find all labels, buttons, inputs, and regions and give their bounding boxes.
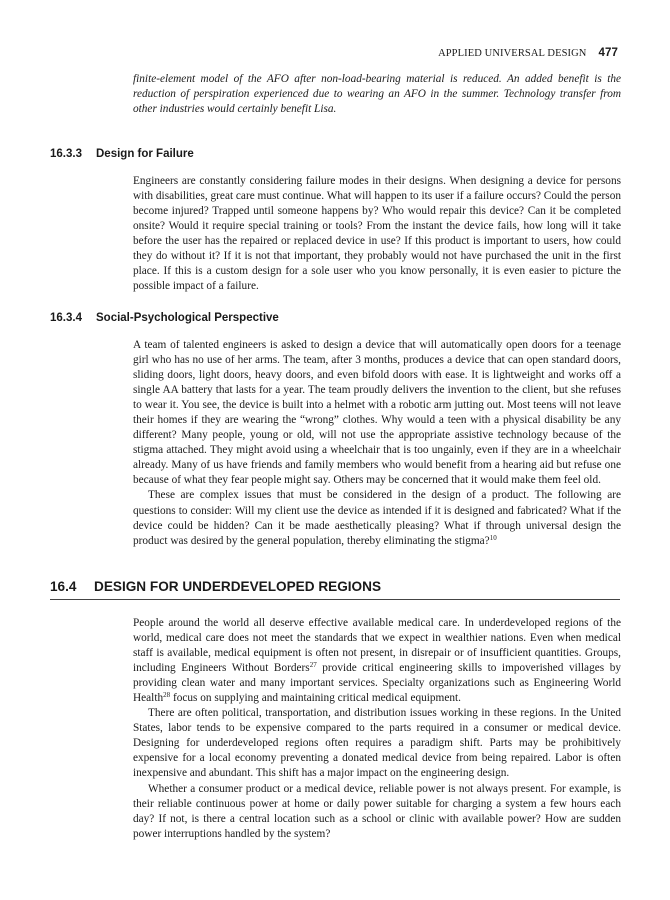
paragraph-text: provide critical engineering skills to impoverished villages by providing clean water and many important services. Specialty organizations such as Engineering World Health	[133, 662, 621, 705]
running-title: APPLIED UNIVERSAL DESIGN	[438, 48, 587, 59]
paragraph-text: focus on supplying and maintaining critical medical equipment.	[170, 692, 461, 705]
section-title: DESIGN FOR UNDERDEVELOPED REGIONS	[94, 579, 382, 594]
paragraph: Whether a consumer product or a medical device, reliable power is not always present. For example, is their reliable continuous power at home or daily power suitable for charging a system a few hours each day? If not, is there a central location such as a school or clinic with available power? How are sudden power interruptions handled by the system?	[133, 782, 621, 840]
section-heading-16-3-3	[50, 148, 194, 160]
paragraph-text: These are complex issues that must be considered in the design of a product. The following are questions to consider: Will my client use the device as intended if it is designed and fabricated? What if the device could be hidden? Can it be made aesthetically pleasing? What if through universal design the product was desired by the general population, thereby eliminating the stigma?	[133, 489, 621, 547]
paragraph: Engineers are constantly considering failure modes in their designs. When designing a device for persons with disabilities, great care must continue. What will happen to its user if a failure occurs? Could the person become injured? Trapped until someone happens by? Who would repair this device? Can it be completed onsite? Would it require special training or tools? From the instant the device fails, how long will it take before the user has the repaired or replaced device in use? If this product is important to users, how could they do without it? If it is not that important, they probably would not have purchased the unit in the first place. If this is a custom design for a sole user who you know personally, it is even easier to picture the possible impact of a failure.	[133, 175, 621, 293]
paragraph: There are often political, transportation, and distribution issues working in these regions. In the United States, labor tends to be expensive compared to the parts required in a consumer or medical device. Designing for underdeveloped regions often requires a paradigm shift. Parts may be prohibitively expensive for a local economy preventing a donated medical device from being repaired. Labor is often inexpensive and abundant. This shift has a major impact on the engineering design.	[133, 707, 621, 780]
continuation-paragraph: finite-element model of the AFO after non-load-bearing material is reduced. An added benefit is the reduction of perspiration experienced due to wearing an AFO in the summer. Technology transfer from other industries would certainly benefit Lisa.	[133, 73, 621, 116]
section-16-4-body	[133, 616, 621, 842]
section-heading-16-4	[50, 579, 381, 594]
section-heading-16-3-4	[50, 312, 279, 324]
section-title: Design for Failure	[96, 148, 194, 160]
reference-marker: 28	[163, 691, 171, 700]
section-number: 16.3.3	[50, 148, 82, 160]
paragraph: A team of talented engineers is asked to design a device that will automatically open doors for a teenage girl who has no use of her arms. The team, after 3 months, produces a device that can open standard doors, sliding doors, light doors, heavy doors, and even bifold doors with ease. It is lightweight and works off a single AA battery that lasts for a year. The team proudly delivers the invention to the client, but she refuses to wear it. You see, the device is built into a helmet with a robotic arm jutting out. Most teens will not leave their homes if they are wearing the “wrong” clothes. Why would a teen with a physical disability be any different? Many people, young or old, will not use the appropriate assistive technology because of the stigma attached. They might avoid using a wheelchair that is too ungainly, even if they are in a wheelchair already. Many of us have friends and family members who would benefit from a hearing aid but refuse one because of what they fear people might say. Others may be concerned that it would make them feel old.	[133, 339, 621, 487]
section-rule	[50, 599, 620, 600]
paragraph	[133, 616, 621, 706]
footnote-ref: 10	[489, 533, 497, 542]
reference-marker: 27	[309, 661, 317, 670]
paragraph	[133, 488, 621, 548]
section-16-3-4-body	[133, 338, 621, 549]
section-title: Social-Psychological Perspective	[96, 312, 279, 324]
section-16-3-3-body	[133, 174, 621, 294]
section-number: 16.4	[50, 579, 77, 594]
paragraph-text: People around the world all deserve effective available medical care. In underdeveloped regions of the world, medical care does not meet the standards that we expect in wealthier nations. Even when medical staff is available, medical equipment is often not present, in disrepair or of insufficient quantities. Groups, including Engineers Without Borders	[133, 617, 621, 675]
section-number: 16.3.4	[50, 312, 82, 324]
running-head	[438, 47, 618, 59]
page-number: 477	[598, 47, 618, 59]
continuation-text-block	[133, 72, 621, 117]
